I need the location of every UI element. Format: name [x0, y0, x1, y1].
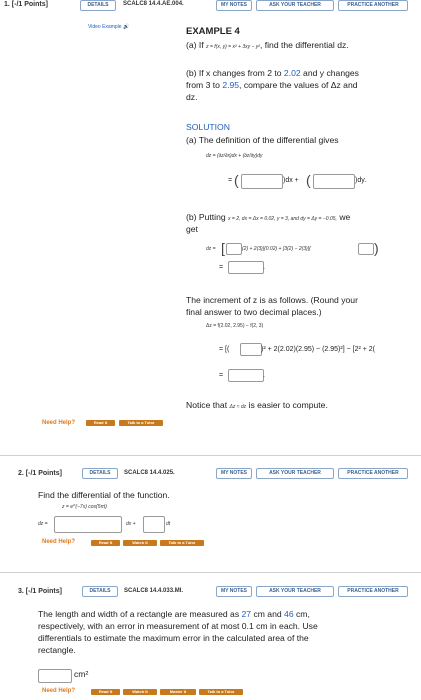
- q3-unit: cm²: [74, 669, 89, 679]
- q2-dx-coefficient-input[interactable]: [54, 516, 122, 533]
- q3-practice-another-button[interactable]: PRACTICE ANOTHER: [338, 586, 408, 597]
- q2-read-it-button[interactable]: Read It: [91, 540, 120, 546]
- q3-details-button[interactable]: DETAILS: [82, 586, 118, 597]
- q2-my-notes-button[interactable]: MY NOTES: [216, 468, 252, 479]
- delta-expansion: )² + 2(2.02)(2.95) − (2.95)²] − [2² + 2(: [261, 346, 375, 353]
- q2-dt-coefficient-input[interactable]: [143, 516, 165, 533]
- q3-line4: rectangle.: [38, 645, 76, 655]
- q2-need-help: Need Help?: [42, 539, 76, 545]
- dz-definition: dz = (∂z/∂x)dx + (∂z/∂y)dy: [206, 153, 263, 159]
- putting-values: x = 2, dx = Δx = 0.02, y = 3, and dy = Δy = −0.05,: [228, 216, 337, 222]
- q1-talk-tutor-button[interactable]: Talk to a Tutor: [119, 420, 163, 426]
- q3-line3: differentials to estimate the maximum error in the calculated area of the: [38, 633, 309, 643]
- separator-1: [0, 455, 421, 456]
- q2-prompt: Find the differential of the function.: [38, 490, 170, 500]
- q3-need-help: Need Help?: [42, 688, 76, 694]
- q3-my-notes-button[interactable]: MY NOTES: [216, 586, 252, 597]
- putting-suffix: we: [339, 212, 351, 222]
- q1-read-it-button[interactable]: Read It: [86, 420, 115, 426]
- dy-label: )dy.: [355, 177, 367, 184]
- q2-dt-label: dt: [166, 521, 171, 527]
- q1-ask-teacher-button[interactable]: ASK YOUR TEACHER: [256, 0, 334, 11]
- q3-code: SCALC8 14.4.033.MI.: [124, 588, 184, 594]
- notice-prefix: Notice that: [186, 400, 228, 410]
- q1-practice-another-button[interactable]: PRACTICE ANOTHER: [338, 0, 408, 11]
- q3-talk-tutor-button[interactable]: Talk to a Tutor: [199, 689, 243, 695]
- q3-line1-c: cm,: [296, 609, 310, 619]
- dz-result-input[interactable]: [228, 261, 264, 274]
- q3-master-it-button[interactable]: Master It: [160, 689, 196, 695]
- q2-function: z = e^(−7x) cos(5πt): [62, 504, 107, 510]
- dz-result-period: .: [263, 264, 265, 271]
- question-2-points: 2. [-/1 Points]: [18, 470, 62, 477]
- part-b-text: [186, 67, 411, 103]
- increment-text: [186, 294, 418, 318]
- q2-code: SCALC8 14.4.025.: [124, 470, 175, 476]
- q2-details-button[interactable]: DETAILS: [82, 468, 118, 479]
- q1-need-help: Need Help?: [42, 420, 76, 426]
- dz-open-paren-1: (: [234, 172, 239, 188]
- dx-coefficient-input[interactable]: [241, 174, 283, 189]
- notice-text: [186, 399, 328, 413]
- delta-result-eq: =: [219, 372, 224, 379]
- q2-watch-it-button[interactable]: Watch It: [123, 540, 157, 546]
- q3-answer-input[interactable]: [38, 669, 72, 683]
- video-example-link[interactable]: [88, 24, 129, 30]
- part-b-line3: dz.: [186, 92, 198, 102]
- q3-width-value: 46: [284, 609, 294, 619]
- dz-open-bracket: [: [221, 240, 225, 256]
- delta-z-definition: [206, 323, 263, 329]
- part-a-prefix: (a) If: [186, 40, 204, 50]
- x-final-value: 2.02: [283, 68, 301, 78]
- part-a-suffix: , find the differential dz.: [259, 40, 349, 50]
- y-final-value: 2.95: [222, 80, 240, 90]
- dx-label: )dx +: [283, 177, 299, 184]
- solution-a-text: (a) The definition of the differential gives: [186, 135, 339, 145]
- example-title: EXAMPLE 4: [186, 26, 240, 37]
- delta-z-result-input[interactable]: [228, 369, 264, 382]
- q2-talk-tutor-button[interactable]: Talk to a Tutor: [160, 540, 204, 546]
- part-b-line1: (b) If x changes from 2 to: [186, 68, 282, 78]
- increment-line1: The increment of z is as follows. (Round your: [186, 295, 358, 305]
- solution-heading: SOLUTION: [186, 122, 230, 132]
- question-3-points: 3. [-/1 Points]: [18, 588, 62, 595]
- video-example-label: Video Example: [88, 24, 122, 30]
- dz-lhs: dz =: [206, 246, 216, 252]
- delta-term-input[interactable]: [240, 343, 262, 356]
- putting-prefix: (b) Putting: [186, 212, 226, 222]
- q3-prompt: [38, 608, 416, 656]
- part-b-line1-rest: and y changes: [303, 68, 359, 78]
- dz-result-eq: =: [219, 264, 224, 271]
- q3-ask-teacher-button[interactable]: ASK YOUR TEACHER: [256, 586, 334, 597]
- q3-line2: respectively, with an error in measurement of at most 0.1 cm in each. Use: [38, 621, 318, 631]
- q2-dz-label: dz =: [38, 521, 48, 527]
- q1-details-button[interactable]: DETAILS: [80, 0, 116, 11]
- q3-line1-a: The length and width of a rectangle are measured as: [38, 609, 240, 619]
- part-a-text: [186, 39, 416, 53]
- q3-read-it-button[interactable]: Read It: [91, 689, 120, 695]
- separator-2: [0, 572, 421, 573]
- part-a-function: z = f(x, y) = x² + 3xy − y²: [206, 44, 260, 50]
- part-b-line2-rest: , compare the values of Δz and: [239, 80, 358, 90]
- q3-length-value: 27: [241, 609, 252, 619]
- delta-expand-open: = [(: [219, 346, 230, 353]
- q2-dx-label: dx +: [126, 521, 136, 527]
- dz-term-input-1[interactable]: [226, 243, 242, 255]
- q2-practice-another-button[interactable]: PRACTICE ANOTHER: [338, 468, 408, 479]
- increment-line2: final answer to two decimal places.): [186, 307, 322, 317]
- q3-line1-b: cm and: [253, 609, 282, 619]
- q1-code: SCALC8 14.4.AE.004.: [123, 1, 184, 7]
- part-b-line2: from 3 to: [186, 80, 220, 90]
- q2-ask-teacher-button[interactable]: ASK YOUR TEACHER: [256, 468, 334, 479]
- speaker-icon: 🔊: [122, 24, 130, 30]
- notice-suffix: is easier to compute.: [248, 400, 328, 410]
- question-1-points: 1. [-/1 Points]: [4, 1, 48, 8]
- notice-math: Δz ≈ dz: [229, 404, 247, 410]
- dz-close-paren: ): [374, 240, 379, 256]
- dz-term-input-2[interactable]: [358, 243, 374, 255]
- delta-result-period: .: [263, 372, 265, 379]
- dz-expression: (2) + 2(3)](0.02) + [3(2) − 2(3)](: [242, 246, 311, 252]
- dz-eq-sign: =: [228, 177, 233, 184]
- q1-my-notes-button[interactable]: MY NOTES: [216, 0, 252, 11]
- dy-coefficient-input[interactable]: [313, 174, 355, 189]
- part-b-putting: [186, 211, 418, 225]
- get-label: get: [186, 224, 198, 234]
- dz-open-paren-2: (: [306, 172, 311, 188]
- q3-watch-it-button[interactable]: Watch It: [123, 689, 157, 695]
- delta-z-line: Δz = f(2.02, 2.95) − f(2, 3): [206, 323, 264, 329]
